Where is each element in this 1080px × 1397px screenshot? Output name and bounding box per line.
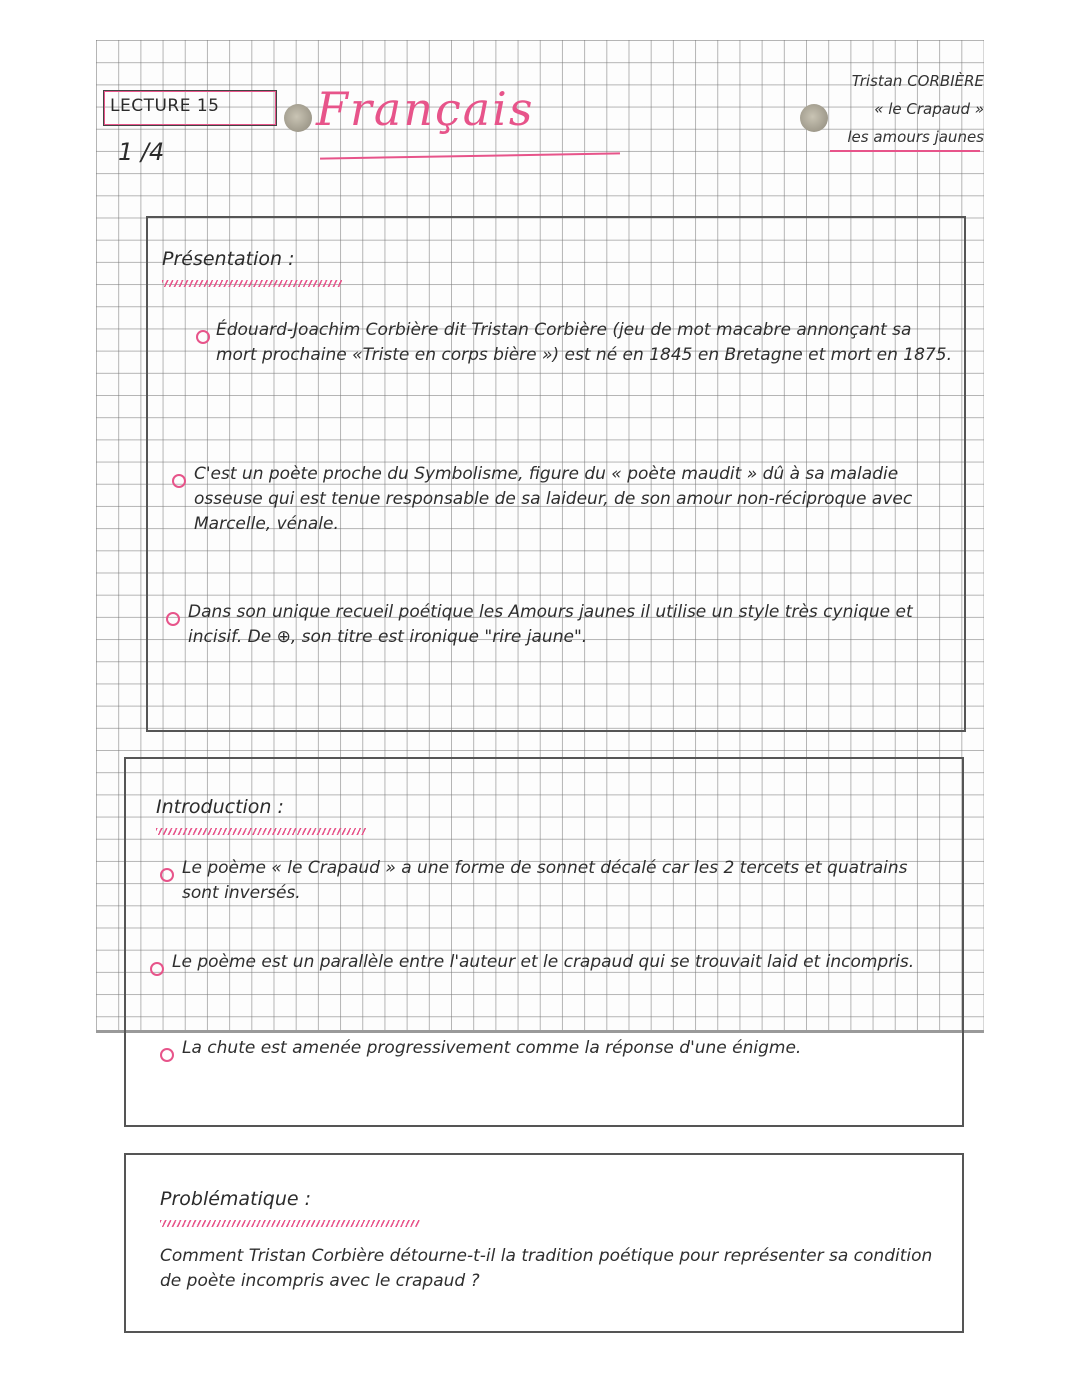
presentation-bullet-1 xyxy=(196,330,210,344)
presentation-item-2: C'est un poète proche du Symbolisme, figure du « poète maudit » dû à sa maladie osseuse qui est tenue responsable de sa laideur, de son amour non-réciproque avec Marcelle, vénale. xyxy=(194,464,913,534)
subject-title: Français xyxy=(316,82,535,136)
binder-hole-left xyxy=(284,104,312,132)
ref-underline xyxy=(830,150,980,152)
introduction-item-2: Le poème est un parallèle entre l'auteur et le crapaud qui se trouvait laid et incompris. xyxy=(172,952,915,972)
binder-hole-right xyxy=(800,104,828,132)
introduction-bullet-1 xyxy=(160,868,174,882)
ref-author: Tristan CORBIÈRE xyxy=(851,72,984,90)
problematique-text: Comment Tristan Corbière détourne-t-il la tradition poétique pour représenter sa condition de poète incompris avec le crapaud ? xyxy=(160,1246,933,1291)
introduction-heading: Introduction : xyxy=(156,796,284,818)
presentation-heading-underline xyxy=(162,280,342,287)
introduction-bullet-3 xyxy=(160,1048,174,1062)
presentation-item-1: Édouard-Joachim Corbière dit Tristan Corbière (jeu de mot macabre annonçant sa mort prochaine «Triste en corps bière ») est né en 1845 en Bretagne et mort en 1875. xyxy=(216,320,952,365)
presentation-bullet-2 xyxy=(172,474,186,488)
lecture-label: LECTURE 15 xyxy=(110,96,220,116)
ref-collection: les amours jaunes xyxy=(847,128,984,146)
presentation-item-3: Dans son unique recueil poétique les Amours jaunes il utilise un style très cynique et incisif. De ⊕, son titre est ironique "rire jaune". xyxy=(188,602,913,647)
introduction-heading-underline xyxy=(156,828,366,835)
problematique-box xyxy=(124,1153,964,1333)
problematique-heading-underline xyxy=(160,1220,420,1227)
presentation-bullet-3 xyxy=(166,612,180,626)
problematique-heading: Problématique : xyxy=(160,1188,312,1210)
introduction-item-3: La chute est amenée progressivement comme la réponse d'une énigme. xyxy=(182,1038,802,1058)
presentation-heading: Présentation : xyxy=(162,248,295,270)
introduction-bullet-2 xyxy=(150,962,164,976)
page-number: 1 /4 xyxy=(118,138,165,166)
introduction-item-1: Le poème « le Crapaud » a une forme de sonnet décalé car les 2 tercets et quatrains sont inversés. xyxy=(182,858,908,903)
ref-poem: « le Crapaud » xyxy=(874,100,984,118)
